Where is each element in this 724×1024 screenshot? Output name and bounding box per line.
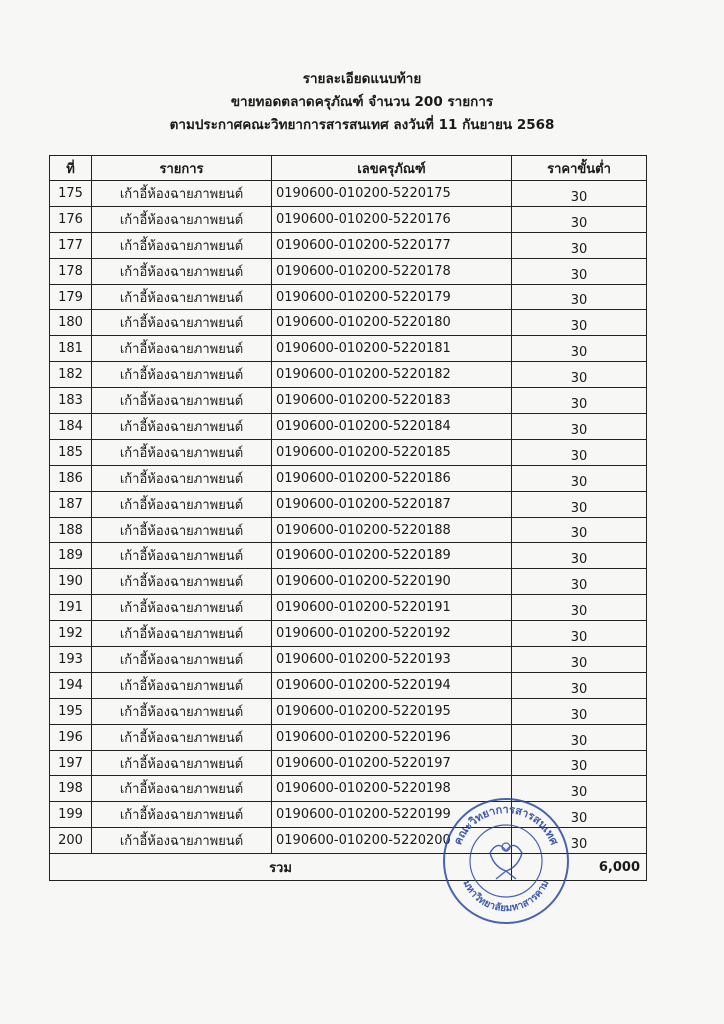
table-row <box>50 750 647 776</box>
row-asset-code: 0190600-010200-5220189 <box>272 543 512 569</box>
row-min-price: 30 <box>512 362 647 388</box>
row-item-name: เก้าอี้ห้องฉายภาพยนต์ <box>92 647 272 673</box>
row-number: 182 <box>50 362 92 388</box>
table-row <box>50 724 647 750</box>
row-item-name: เก้าอี้ห้องฉายภาพยนต์ <box>92 362 272 388</box>
row-item-name: เก้าอี้ห้องฉายภาพยนต์ <box>92 621 272 647</box>
table-row <box>50 336 647 362</box>
row-asset-code: 0190600-010200-5220198 <box>272 776 512 802</box>
row-min-price: 30 <box>512 647 647 673</box>
row-min-price: 30 <box>512 750 647 776</box>
row-item-name: เก้าอี้ห้องฉายภาพยนต์ <box>92 802 272 828</box>
row-number: 180 <box>50 310 92 336</box>
row-asset-code: 0190600-010200-5220196 <box>272 724 512 750</box>
row-asset-code: 0190600-010200-5220192 <box>272 621 512 647</box>
row-number: 196 <box>50 724 92 750</box>
row-item-name: เก้าอี้ห้องฉายภาพยนต์ <box>92 206 272 232</box>
row-asset-code: 0190600-010200-5220197 <box>272 750 512 776</box>
row-number: 189 <box>50 543 92 569</box>
row-min-price: 30 <box>512 569 647 595</box>
row-number: 179 <box>50 284 92 310</box>
header-subtitle: ขายทอดตลาดครุภัณฑ์ จำนวน 200 รายการ <box>230 94 494 110</box>
row-asset-code: 0190600-010200-5220188 <box>272 517 512 543</box>
row-asset-code: 0190600-010200-5220180 <box>272 310 512 336</box>
row-number: 186 <box>50 465 92 491</box>
table-row <box>50 543 647 569</box>
row-item-name: เก้าอี้ห้องฉายภาพยนต์ <box>92 828 272 854</box>
row-min-price: 30 <box>512 517 647 543</box>
col-header-code: เลขครุภัณฑ์ <box>272 156 512 181</box>
svg-text:มหาวิทยาลัยมหาสารคาม <box>460 879 551 915</box>
row-min-price: 30 <box>512 621 647 647</box>
row-number: 192 <box>50 621 92 647</box>
row-asset-code: 0190600-010200-5220182 <box>272 362 512 388</box>
table-row <box>50 491 647 517</box>
row-number: 190 <box>50 569 92 595</box>
row-min-price: 30 <box>512 802 647 828</box>
table-header-row <box>50 156 647 181</box>
row-item-name: เก้าอี้ห้องฉายภาพยนต์ <box>92 750 272 776</box>
row-item-name: เก้าอี้ห้องฉายภาพยนต์ <box>92 491 272 517</box>
table-body <box>50 181 647 854</box>
row-min-price: 30 <box>512 465 647 491</box>
row-asset-code: 0190600-010200-5220194 <box>272 672 512 698</box>
row-asset-code: 0190600-010200-5220186 <box>272 465 512 491</box>
row-number: 193 <box>50 647 92 673</box>
row-number: 200 <box>50 828 92 854</box>
row-item-name: เก้าอี้ห้องฉายภาพยนต์ <box>92 698 272 724</box>
row-item-name: เก้าอี้ห้องฉายภาพยนต์ <box>92 284 272 310</box>
row-number: 187 <box>50 491 92 517</box>
row-min-price: 30 <box>512 491 647 517</box>
table-row <box>50 672 647 698</box>
row-asset-code: 0190600-010200-5220200 <box>272 828 512 854</box>
row-asset-code: 0190600-010200-5220178 <box>272 258 512 284</box>
row-number: 197 <box>50 750 92 776</box>
table-row <box>50 388 647 414</box>
row-item-name: เก้าอี้ห้องฉายภาพยนต์ <box>92 672 272 698</box>
row-asset-code: 0190600-010200-5220199 <box>272 802 512 828</box>
row-min-price: 30 <box>512 595 647 621</box>
row-asset-code: 0190600-010200-5220193 <box>272 647 512 673</box>
header-announcement: ตามประกาศคณะวิทยาการสารสนเทศ ลงวันที่ 11 กันยายน 2568 <box>169 117 555 133</box>
row-number: 178 <box>50 258 92 284</box>
row-number: 194 <box>50 672 92 698</box>
row-number: 199 <box>50 802 92 828</box>
row-asset-code: 0190600-010200-5220191 <box>272 595 512 621</box>
stamp-text-top: คณะวิทยาการสารสนเทศ <box>451 802 561 847</box>
row-number: 188 <box>50 517 92 543</box>
table-row <box>50 232 647 258</box>
row-min-price: 30 <box>512 232 647 258</box>
row-asset-code: 0190600-010200-5220175 <box>272 181 512 207</box>
header-title: รายละเอียดแนบท้าย <box>302 71 422 87</box>
row-min-price: 30 <box>512 543 647 569</box>
row-min-price: 30 <box>512 776 647 802</box>
row-item-name: เก้าอี้ห้องฉายภาพยนต์ <box>92 310 272 336</box>
row-number: 183 <box>50 388 92 414</box>
table-row <box>50 439 647 465</box>
table-row <box>50 698 647 724</box>
row-item-name: เก้าอี้ห้องฉายภาพยนต์ <box>92 517 272 543</box>
row-min-price: 30 <box>512 414 647 440</box>
faculty-seal-stamp <box>440 795 572 927</box>
total-label: รวม <box>50 854 512 881</box>
col-header-no: ที่ <box>50 156 92 181</box>
col-header-item: รายการ <box>92 156 272 181</box>
row-number: 177 <box>50 232 92 258</box>
row-min-price: 30 <box>512 310 647 336</box>
row-item-name: เก้าอี้ห้องฉายภาพยนต์ <box>92 439 272 465</box>
table-row <box>50 465 647 491</box>
row-number: 175 <box>50 181 92 207</box>
row-asset-code: 0190600-010200-5220190 <box>272 569 512 595</box>
stamp-text-bottom: มหาวิทยาลัยมหาสารคาม <box>460 878 552 915</box>
table-row <box>50 284 647 310</box>
row-item-name: เก้าอี้ห้องฉายภาพยนต์ <box>92 336 272 362</box>
row-number: 191 <box>50 595 92 621</box>
row-item-name: เก้าอี้ห้องฉายภาพยนต์ <box>92 414 272 440</box>
row-item-name: เก้าอี้ห้องฉายภาพยนต์ <box>92 258 272 284</box>
table-row <box>50 181 647 207</box>
row-min-price: 30 <box>512 828 647 854</box>
row-min-price: 30 <box>512 336 647 362</box>
row-item-name: เก้าอี้ห้องฉายภาพยนต์ <box>92 595 272 621</box>
row-min-price: 30 <box>512 388 647 414</box>
col-header-price: ราคาขั้นต่ำ <box>512 156 647 181</box>
asset-table <box>49 155 647 881</box>
row-item-name: เก้าอี้ห้องฉายภาพยนต์ <box>92 543 272 569</box>
table-row <box>50 569 647 595</box>
row-number: 195 <box>50 698 92 724</box>
row-min-price: 30 <box>512 672 647 698</box>
table-row <box>50 258 647 284</box>
row-item-name: เก้าอี้ห้องฉายภาพยนต์ <box>92 388 272 414</box>
row-asset-code: 0190600-010200-5220185 <box>272 439 512 465</box>
row-min-price: 30 <box>512 181 647 207</box>
row-asset-code: 0190600-010200-5220181 <box>272 336 512 362</box>
row-number: 198 <box>50 776 92 802</box>
row-asset-code: 0190600-010200-5220179 <box>272 284 512 310</box>
total-value: 6,000 <box>512 854 647 881</box>
table-row <box>50 595 647 621</box>
row-number: 176 <box>50 206 92 232</box>
row-asset-code: 0190600-010200-5220184 <box>272 414 512 440</box>
row-item-name: เก้าอี้ห้องฉายภาพยนต์ <box>92 232 272 258</box>
row-item-name: เก้าอี้ห้องฉายภาพยนต์ <box>92 569 272 595</box>
row-min-price: 30 <box>512 284 647 310</box>
table-row <box>50 310 647 336</box>
table-row <box>50 621 647 647</box>
table-row <box>50 206 647 232</box>
row-item-name: เก้าอี้ห้องฉายภาพยนต์ <box>92 465 272 491</box>
row-min-price: 30 <box>512 724 647 750</box>
row-asset-code: 0190600-010200-5220176 <box>272 206 512 232</box>
table-row <box>50 362 647 388</box>
row-min-price: 30 <box>512 206 647 232</box>
row-item-name: เก้าอี้ห้องฉายภาพยนต์ <box>92 181 272 207</box>
row-min-price: 30 <box>512 439 647 465</box>
table-row <box>50 647 647 673</box>
table-row <box>50 414 647 440</box>
row-item-name: เก้าอี้ห้องฉายภาพยนต์ <box>92 776 272 802</box>
row-asset-code: 0190600-010200-5220195 <box>272 698 512 724</box>
row-min-price: 30 <box>512 258 647 284</box>
row-asset-code: 0190600-010200-5220177 <box>272 232 512 258</box>
document-header <box>0 68 724 137</box>
row-min-price: 30 <box>512 698 647 724</box>
row-asset-code: 0190600-010200-5220183 <box>272 388 512 414</box>
row-number: 185 <box>50 439 92 465</box>
row-number: 181 <box>50 336 92 362</box>
row-asset-code: 0190600-010200-5220187 <box>272 491 512 517</box>
table-row <box>50 517 647 543</box>
row-number: 184 <box>50 414 92 440</box>
row-item-name: เก้าอี้ห้องฉายภาพยนต์ <box>92 724 272 750</box>
